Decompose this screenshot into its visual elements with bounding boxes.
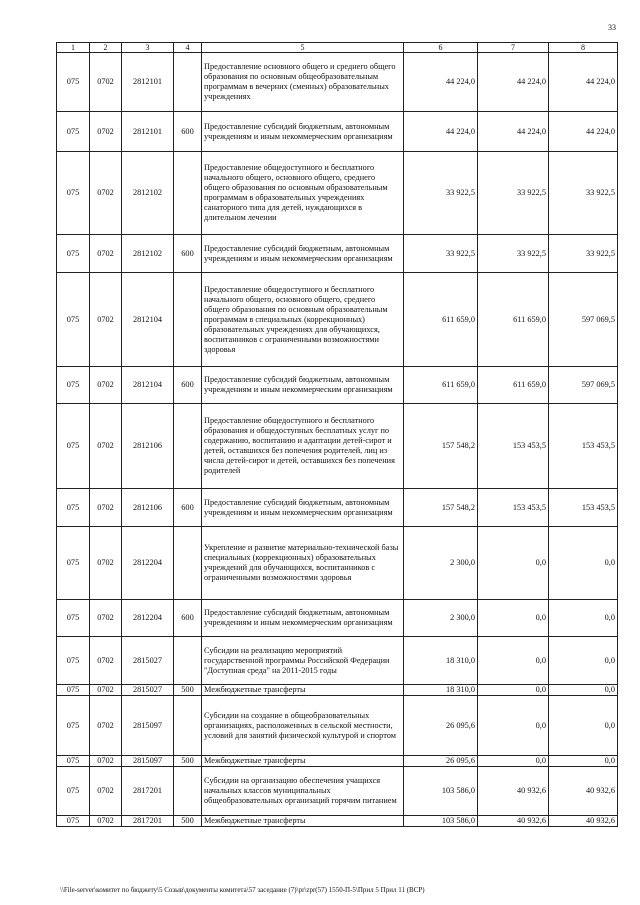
cell-value-6: 2 300,0 (404, 600, 478, 637)
cell-section: 0702 (90, 527, 122, 600)
col-header-2: 2 (90, 43, 122, 53)
cell-section: 0702 (90, 600, 122, 637)
budget-table (56, 42, 618, 827)
cell-value-8: 44 224,0 (549, 112, 618, 152)
cell-value-7: 0,0 (478, 685, 549, 696)
cell-section: 0702 (90, 273, 122, 367)
cell-expense-type (174, 152, 202, 235)
table-row (57, 53, 618, 112)
table-row (57, 696, 618, 756)
cell-expense-type: 500 (174, 685, 202, 696)
cell-value-7: 153 453,5 (478, 489, 549, 527)
cell-expense-type (174, 404, 202, 489)
cell-value-6: 611 659,0 (404, 367, 478, 404)
col-header-7: 7 (478, 43, 549, 53)
cell-description: Субсидии на создание в общеобразовательных организациях, расположенных в сельской местности, условий для занятий физической культурой и спортом (202, 696, 404, 756)
cell-description: Предоставление субсидий бюджетным, автономным учреждениям и иным некоммерческим организациям (202, 112, 404, 152)
table-row (57, 756, 618, 767)
cell-value-8: 0,0 (549, 756, 618, 767)
cell-description: Субсидии на реализацию мероприятий государственной программы Российской Федерации "Доступная среда" на 2011-2015 годы (202, 637, 404, 685)
cell-target-code: 2815097 (122, 756, 174, 767)
cell-ministry: 075 (57, 489, 90, 527)
cell-section: 0702 (90, 152, 122, 235)
cell-value-6: 26 095,6 (404, 756, 478, 767)
cell-value-7: 40 932,6 (478, 767, 549, 816)
cell-description: Предоставление субсидий бюджетным, автономным учреждениям и иным некоммерческим организациям (202, 367, 404, 404)
cell-ministry: 075 (57, 53, 90, 112)
cell-ministry: 075 (57, 152, 90, 235)
cell-value-7: 33 922,5 (478, 235, 549, 273)
cell-target-code: 2812106 (122, 489, 174, 527)
cell-ministry: 075 (57, 637, 90, 685)
cell-description: Предоставление общедоступного и бесплатного начального общего, основного общего, среднего общего образования по основным образовательным программам в специальных (коррекционных) образовательных учреждениях для обучающихся, воспитанников с ограниченными возможностями здоровья (202, 273, 404, 367)
cell-description: Межбюджетные трансферты (202, 816, 404, 827)
cell-target-code: 2812102 (122, 152, 174, 235)
cell-target-code: 2812104 (122, 273, 174, 367)
cell-ministry: 075 (57, 767, 90, 816)
cell-value-7: 33 922,5 (478, 152, 549, 235)
cell-section: 0702 (90, 756, 122, 767)
cell-value-8: 0,0 (549, 600, 618, 637)
cell-value-8: 0,0 (549, 527, 618, 600)
cell-value-6: 103 586,0 (404, 816, 478, 827)
table-row (57, 489, 618, 527)
cell-expense-type (174, 637, 202, 685)
col-header-4: 4 (174, 43, 202, 53)
col-header-6: 6 (404, 43, 478, 53)
cell-value-7: 0,0 (478, 696, 549, 756)
cell-expense-type (174, 767, 202, 816)
page-number: 33 (608, 23, 616, 32)
cell-description: Укрепление и развитие материально-технической базы специальных (коррекционных) образовательных учреждений для обучающихся, воспитанников с ограниченными возможностями здоровья (202, 527, 404, 600)
cell-description: Межбюджетные трансферты (202, 685, 404, 696)
cell-value-6: 33 922,5 (404, 152, 478, 235)
cell-target-code: 2812106 (122, 404, 174, 489)
col-header-8: 8 (549, 43, 618, 53)
cell-value-7: 153 453,5 (478, 404, 549, 489)
cell-target-code: 2812104 (122, 367, 174, 404)
cell-value-7: 44 224,0 (478, 112, 549, 152)
cell-value-8: 597 069,5 (549, 273, 618, 367)
cell-section: 0702 (90, 816, 122, 827)
cell-ministry: 075 (57, 816, 90, 827)
table-row (57, 685, 618, 696)
cell-value-6: 33 922,5 (404, 235, 478, 273)
cell-ministry: 075 (57, 756, 90, 767)
cell-value-7: 0,0 (478, 637, 549, 685)
cell-description: Предоставление субсидий бюджетным, автономным учреждениям и иным некоммерческим организациям (202, 235, 404, 273)
cell-value-8: 33 922,5 (549, 235, 618, 273)
cell-value-8: 0,0 (549, 696, 618, 756)
cell-expense-type: 600 (174, 235, 202, 273)
cell-section: 0702 (90, 404, 122, 489)
cell-expense-type: 600 (174, 600, 202, 637)
cell-expense-type (174, 53, 202, 112)
cell-ministry: 075 (57, 527, 90, 600)
cell-expense-type (174, 527, 202, 600)
cell-value-6: 18 310,0 (404, 637, 478, 685)
cell-expense-type: 500 (174, 756, 202, 767)
cell-section: 0702 (90, 53, 122, 112)
cell-ministry: 075 (57, 235, 90, 273)
cell-section: 0702 (90, 235, 122, 273)
cell-description: Межбюджетные трансферты (202, 756, 404, 767)
cell-value-8: 0,0 (549, 685, 618, 696)
cell-section: 0702 (90, 696, 122, 756)
cell-ministry: 075 (57, 273, 90, 367)
table-row (57, 637, 618, 685)
cell-target-code: 2815027 (122, 685, 174, 696)
cell-value-7: 0,0 (478, 527, 549, 600)
table-row (57, 273, 618, 367)
cell-target-code: 2812101 (122, 112, 174, 152)
cell-expense-type: 600 (174, 489, 202, 527)
cell-target-code: 2815097 (122, 696, 174, 756)
cell-section: 0702 (90, 112, 122, 152)
cell-value-8: 0,0 (549, 637, 618, 685)
cell-value-6: 157 548,2 (404, 404, 478, 489)
cell-expense-type (174, 696, 202, 756)
cell-value-7: 0,0 (478, 600, 549, 637)
cell-expense-type: 500 (174, 816, 202, 827)
cell-value-7: 611 659,0 (478, 273, 549, 367)
cell-section: 0702 (90, 489, 122, 527)
cell-value-7: 40 932,6 (478, 816, 549, 827)
cell-target-code: 2812102 (122, 235, 174, 273)
table-row (57, 816, 618, 827)
cell-expense-type (174, 273, 202, 367)
cell-expense-type: 600 (174, 112, 202, 152)
table-row (57, 404, 618, 489)
cell-description: Субсидии на организацию обеспечения учащихся начальных классов муниципальных общеобразовательных организаций горячим питанием (202, 767, 404, 816)
cell-value-8: 153 453,5 (549, 489, 618, 527)
col-header-3: 3 (122, 43, 174, 53)
cell-value-8: 40 932,6 (549, 767, 618, 816)
cell-target-code: 2817201 (122, 816, 174, 827)
cell-value-6: 157 548,2 (404, 489, 478, 527)
table-row (57, 600, 618, 637)
cell-section: 0702 (90, 685, 122, 696)
col-header-5: 5 (202, 43, 404, 53)
cell-ministry: 075 (57, 600, 90, 637)
cell-value-8: 153 453,5 (549, 404, 618, 489)
cell-value-7: 0,0 (478, 756, 549, 767)
cell-value-6: 26 095,6 (404, 696, 478, 756)
cell-target-code: 2812204 (122, 600, 174, 637)
table-row (57, 527, 618, 600)
header-row (57, 43, 618, 53)
cell-ministry: 075 (57, 696, 90, 756)
cell-target-code: 2812204 (122, 527, 174, 600)
table-row (57, 767, 618, 816)
cell-value-6: 611 659,0 (404, 273, 478, 367)
cell-value-6: 2 300,0 (404, 527, 478, 600)
cell-target-code: 2812101 (122, 53, 174, 112)
table-row (57, 235, 618, 273)
cell-section: 0702 (90, 367, 122, 404)
table-row (57, 367, 618, 404)
cell-value-8: 33 922,5 (549, 152, 618, 235)
cell-value-7: 611 659,0 (478, 367, 549, 404)
col-header-1: 1 (57, 43, 90, 53)
cell-description: Предоставление общедоступного и бесплатного образования и общедоступных бесплатных услуг по содержанию, воспитанию и адаптации детей-сирот и детей, оставшихся без попечения родителей, лиц из числа детей-сирот и детей, оставшихся без попечения родителей (202, 404, 404, 489)
cell-value-8: 597 069,5 (549, 367, 618, 404)
cell-ministry: 075 (57, 404, 90, 489)
cell-target-code: 2815027 (122, 637, 174, 685)
cell-value-6: 18 310,0 (404, 685, 478, 696)
cell-value-6: 44 224,0 (404, 112, 478, 152)
cell-value-8: 44 224,0 (549, 53, 618, 112)
cell-description: Предоставление субсидий бюджетным, автономным учреждениям и иным некоммерческим организациям (202, 489, 404, 527)
cell-target-code: 2817201 (122, 767, 174, 816)
cell-ministry: 075 (57, 367, 90, 404)
cell-expense-type: 600 (174, 367, 202, 404)
cell-value-7: 44 224,0 (478, 53, 549, 112)
cell-description: Предоставление субсидий бюджетным, автономным учреждениям и иным некоммерческим организациям (202, 600, 404, 637)
cell-section: 0702 (90, 767, 122, 816)
file-path-footer: \\File-server\комитет по бюджету\5 Созыв\документы комитета\57 заседание (7)\pr\zpr(57) 1550-П-5\Прил 5 Прил 11 (ВСР) (60, 886, 425, 894)
cell-value-6: 103 586,0 (404, 767, 478, 816)
cell-value-8: 40 932,6 (549, 816, 618, 827)
cell-value-6: 44 224,0 (404, 53, 478, 112)
table-row (57, 152, 618, 235)
cell-description: Предоставление общедоступного и бесплатного начального общего, основного общего, среднего общего образования по основным образовательным программам в образовательных учреждениях санаторного типа для детей, нуждающихся в длительном лечении (202, 152, 404, 235)
table-row (57, 112, 618, 152)
cell-ministry: 075 (57, 685, 90, 696)
cell-section: 0702 (90, 637, 122, 685)
cell-ministry: 075 (57, 112, 90, 152)
cell-description: Предоставление основного общего и среднего общего образования по основным общеобразовательным программам в вечерних (сменных) образовательных учреждениях (202, 53, 404, 112)
